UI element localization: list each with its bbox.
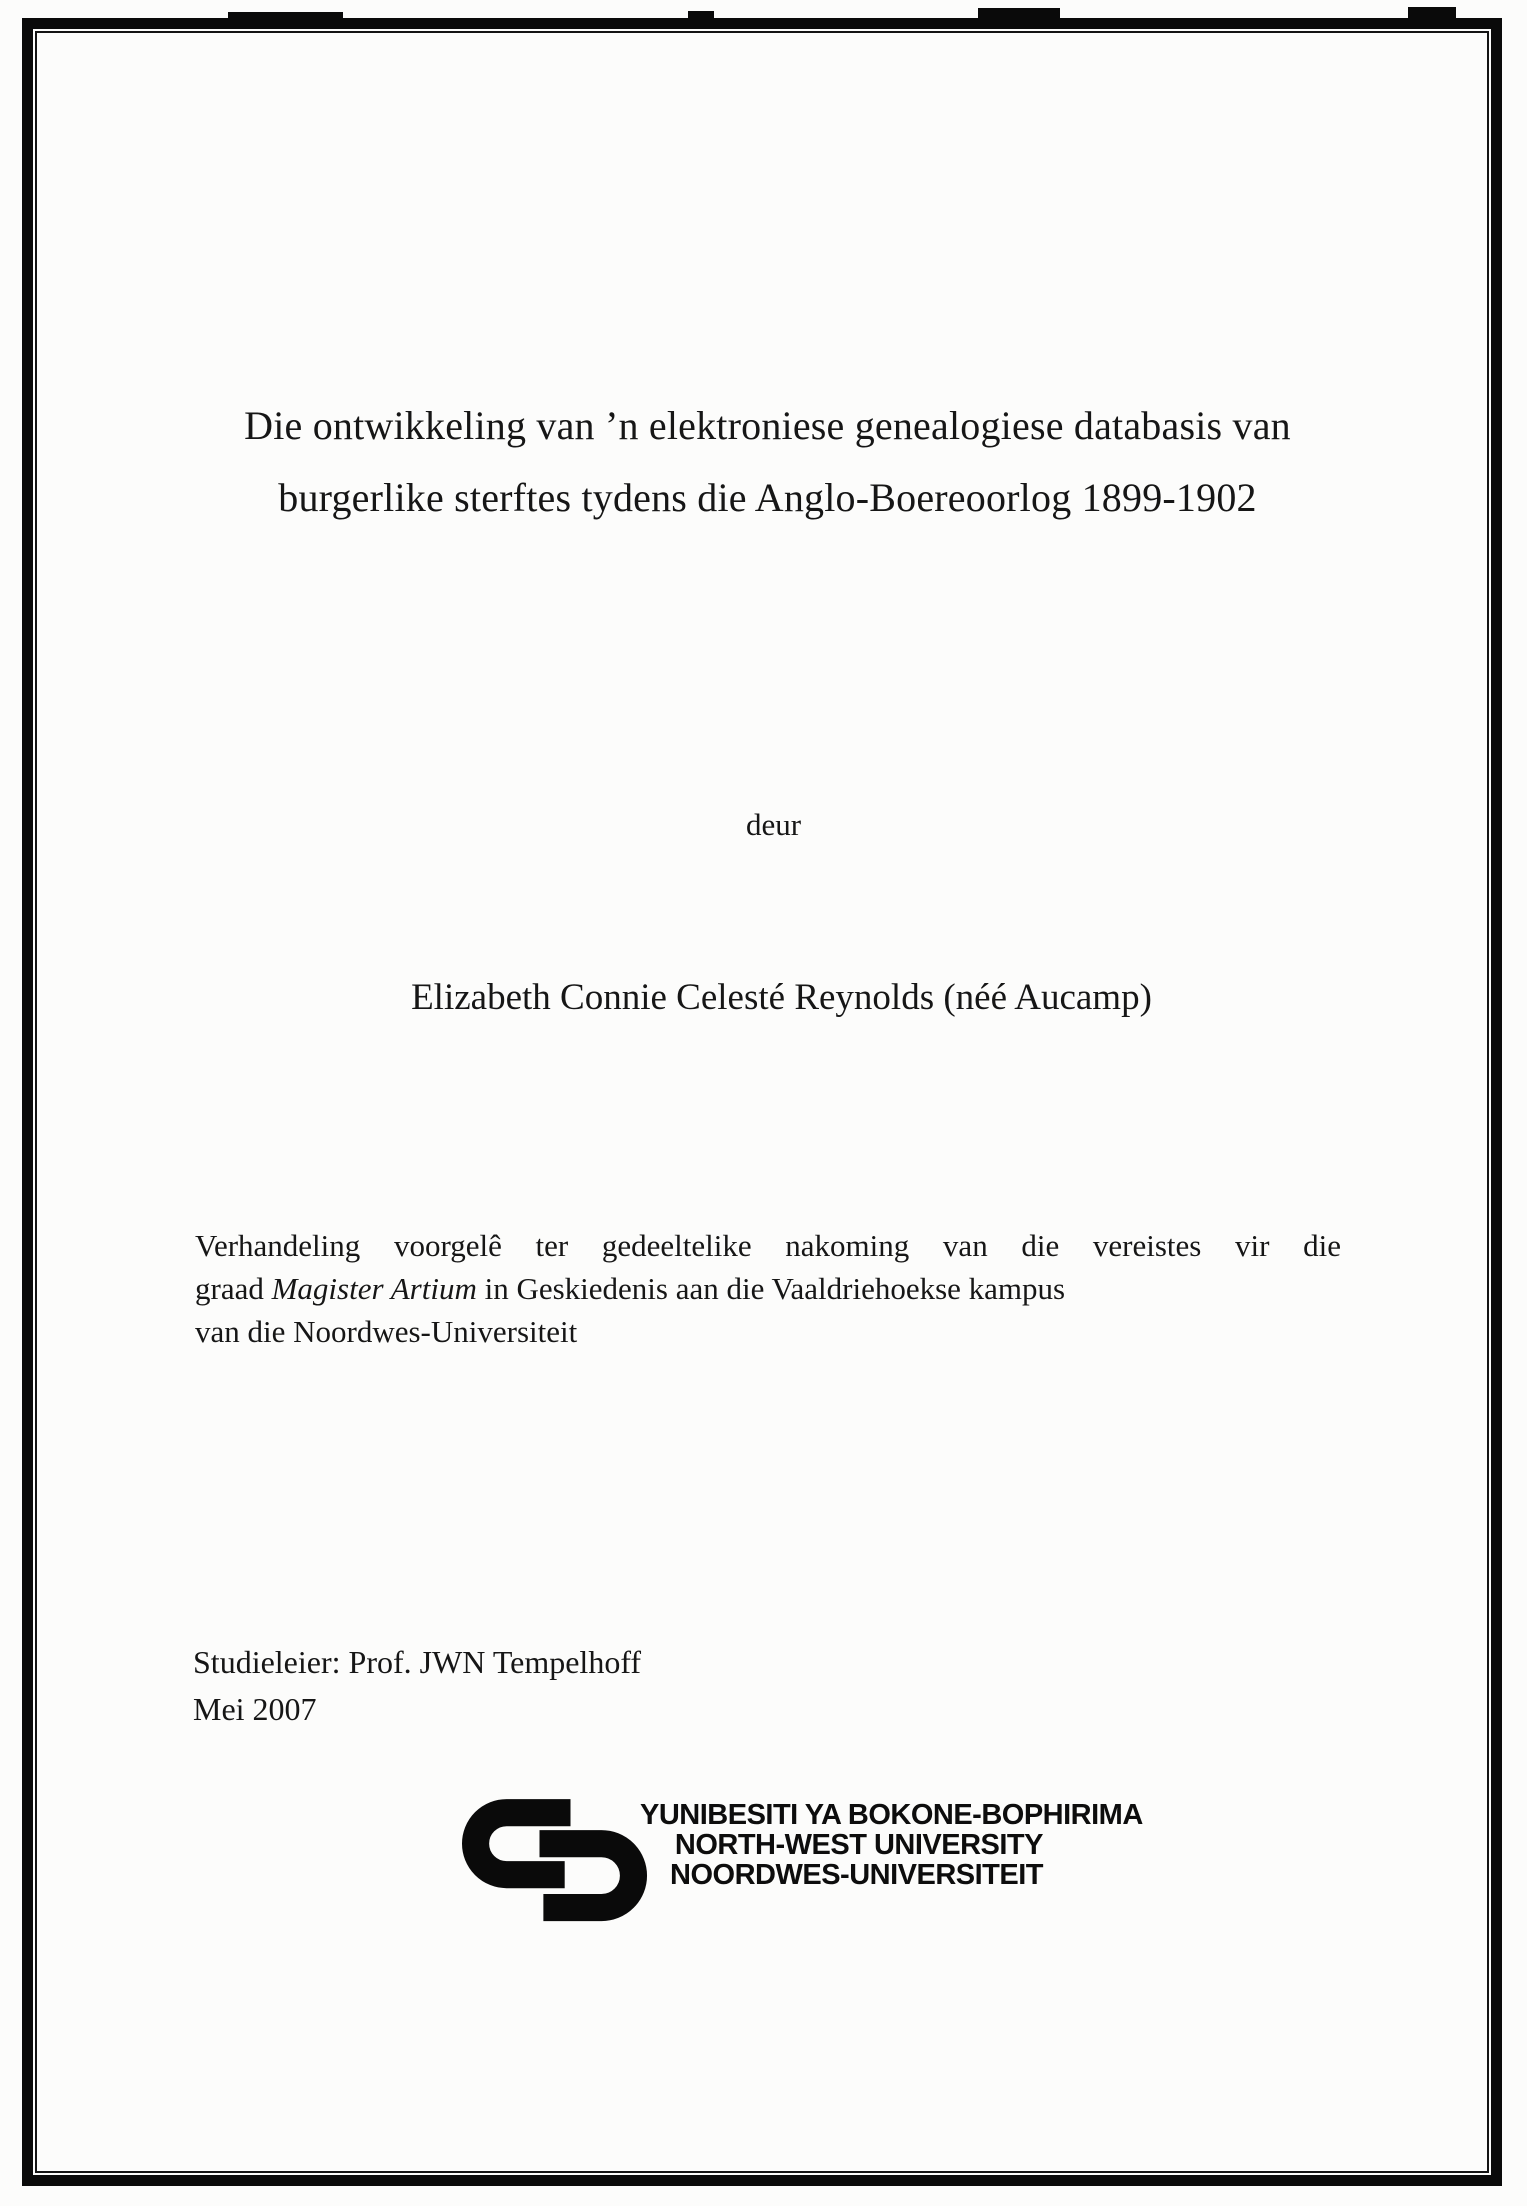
thesis-title-line2: burgerlike sterftes tydens die Anglo-Boereoorlog 1899-1902 (278, 475, 1257, 520)
university-name-setswana: YUNIBESITI YA BOKONE-BOPHIRIMA (640, 1799, 1143, 1831)
declaration-line1: Verhandeling voorgelê ter gedeeltelike nakoming van die vereistes vir die (195, 1228, 1341, 1263)
nwu-interlocked-links-logo-icon (462, 1798, 648, 1928)
thesis-title (8, 390, 1527, 534)
thesis-title-line1: Die ontwikkeling van ’n elektroniese genealogiese databasis van (244, 403, 1291, 448)
byline-deur: deur (745, 807, 802, 842)
degree-name-italic: Magister Artium (271, 1271, 477, 1306)
declaration-line3: van die Noordwes-Universiteit (195, 1314, 578, 1349)
declaration-line2 (195, 1267, 1341, 1310)
date-line: Mei 2007 (193, 1691, 317, 1727)
degree-declaration (195, 1224, 1341, 1353)
declaration-line2-prefix: graad (195, 1271, 272, 1306)
university-name-english: NORTH-WEST UNIVERSITY (674, 1829, 1043, 1861)
supervisor-block (193, 1639, 641, 1733)
university-name-afrikaans: NOORDWES-UNIVERSITEIT (670, 1859, 1043, 1891)
supervisor-line: Studieleier: Prof. JWN Tempelhoff (193, 1644, 642, 1680)
declaration-line2-suffix: in Geskiedenis aan die Vaaldriehoekse kampus (476, 1271, 1066, 1306)
author-name: Elizabeth Connie Celesté Reynolds (néé Aucamp) (411, 977, 1152, 1018)
university-names (640, 1799, 1143, 1891)
